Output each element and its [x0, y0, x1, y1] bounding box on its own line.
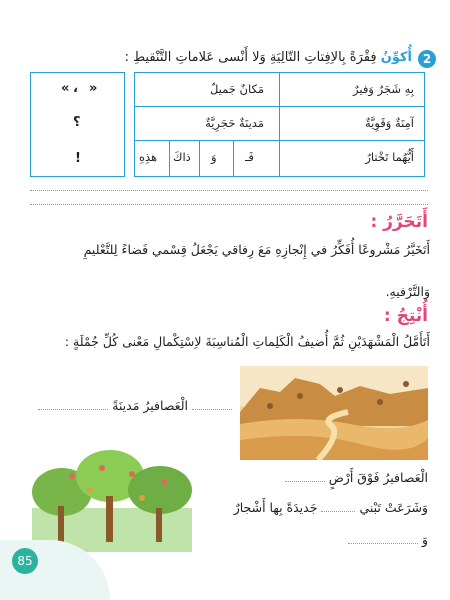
exercise-number-badge: 2	[418, 50, 436, 68]
answer-blank[interactable]	[321, 511, 355, 512]
sentence-4-text: وَ	[421, 532, 428, 547]
table-cell: مَدينَةٌ حَجَرِيَّةٌ	[205, 116, 264, 130]
answer-blank[interactable]	[348, 543, 418, 544]
quote-close-mark: »	[61, 81, 70, 96]
exercise-instruction-text: فِقْرَةً بِالاِفِتاتِ التّالِيَةِ وَلا أَنْسى عَلاماتِ التَّنْقيطِ :	[124, 50, 377, 65]
section-title-untij: أُنْتِجُ :	[383, 306, 428, 326]
table-cell: وَ	[211, 150, 217, 164]
comma-mark: ،	[73, 81, 78, 96]
section2-instruction: أَتَأَمَّلُ الْمَشْهَدَيْنِ ثُمَّ أُضيفُ الْكَلِماتِ الْمُناسِبَةَ لاِسْتِكْمالِ مَعْنى كُلِّ جُمْلَةٍ :	[64, 334, 430, 349]
table-cell: ذاكَ	[173, 150, 191, 164]
sentence-3a-text: وَشَرَعَتْ تَبْني	[359, 500, 428, 515]
punctuation-box	[30, 72, 125, 177]
answer-line[interactable]	[30, 204, 428, 205]
trees-birds-scene-image	[32, 446, 192, 552]
sentence-1-text: الْعَصافيرُ مَدينَةً	[112, 398, 188, 413]
table-cell: مَكانٌ جَميلٌ	[209, 82, 264, 96]
sentence-3b-text: جَديدَةً بِها أَشْجارٌ	[233, 500, 318, 515]
table-cell: بِهِ شَجَرٌ وَفيرٌ	[353, 82, 414, 96]
table-cell: فَـ	[245, 150, 254, 164]
question-mark: ؟	[73, 115, 81, 130]
quote-open-mark: «	[89, 81, 98, 96]
section1-line2: وَالتَّرْفيهِ.	[385, 284, 430, 299]
section1-line1: أَتَخَيَّرُ مَشْروعًا أُفَكِّرُ في إِنْجازِهِ مَعَ رِفاقي يَجْعَلُ قِسْمي فَضاءً لِلتَّعْليمِ	[83, 242, 430, 257]
exercise-instruction	[125, 50, 412, 65]
table-cell: آمِنَةٌ وَقَوِيَّةٌ	[364, 116, 414, 130]
sentence-4	[348, 532, 428, 547]
answer-line[interactable]	[30, 190, 428, 191]
sentence-1	[22, 398, 232, 413]
answer-blank[interactable]	[38, 409, 108, 410]
table-cell: هذِهِ	[139, 150, 158, 164]
exercise-highlight: أُكوِّنُ	[380, 50, 412, 65]
answer-blank[interactable]	[192, 409, 232, 410]
answer-blank[interactable]	[285, 481, 325, 482]
exclamation-mark: !	[75, 151, 81, 166]
table-cell: أَيُّهُما تَخْتارُ	[365, 150, 414, 164]
sentence-3	[234, 500, 428, 515]
page-number: 85	[12, 548, 38, 574]
sentence-2-text: الْعَصافيرُ فَوْقَ أَرْضٍ	[328, 470, 428, 485]
sentence-2	[285, 470, 428, 485]
section-title-atahrrar: أَتَحَرَّرُ :	[370, 212, 428, 232]
desert-scene-image	[240, 366, 428, 460]
phrases-table	[134, 72, 425, 177]
